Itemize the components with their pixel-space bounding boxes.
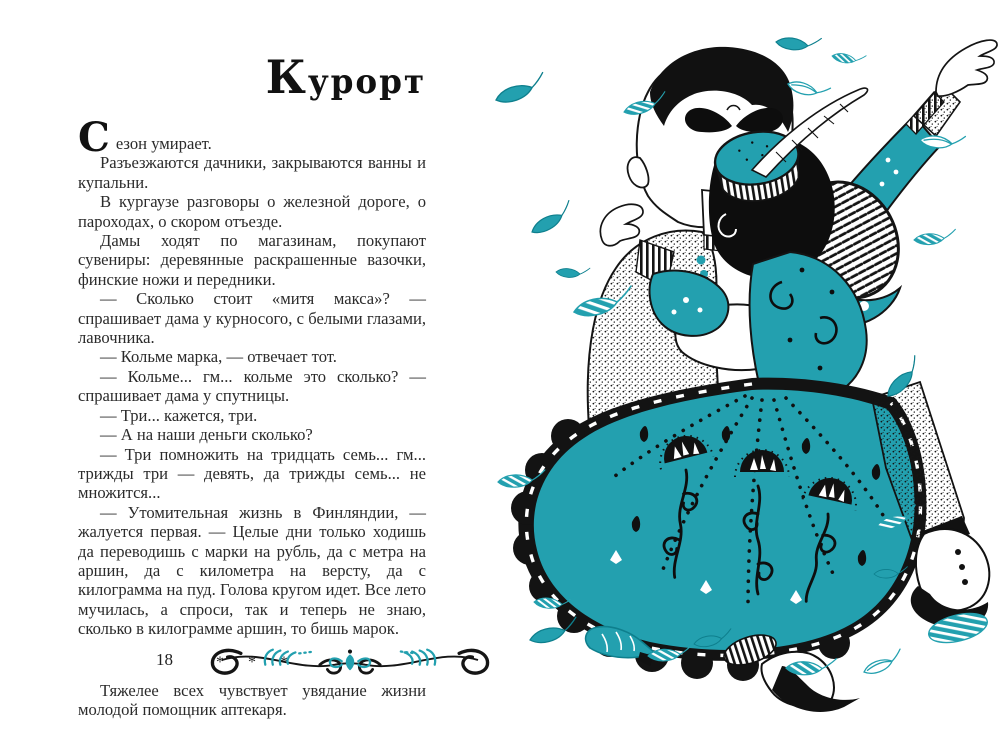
right-page [490,0,1001,751]
footer-ornament-icon [194,644,506,676]
paragraph-text: — Кольме... гм... кольме это сколько? — спрашивает дама у спутницы. [78,366,426,406]
paragraph-text: езон умирает. [115,134,212,153]
section-separator: * * * [216,653,298,671]
paragraph [78,289,426,347]
drop-cap: С [78,114,110,161]
illustration-dancing-couple [490,0,1001,751]
paragraph-text: — Сколько стоит «митя макса»? — спрашивает дама у курносого, с белыми глазами, лавочника. [78,289,426,348]
paragraph [78,681,426,720]
paragraph-text: — Утомительная жизнь в Финляндии, — жалуется первая. — Целые дни только ходишь да переводишь с марки на рубль, да с метра на аршин, да с километра на версту, да с килограмма на пуд. Голова кругом идет. Все лето мучилась, а спроси, так и теперь не знаю, сколько в килограмме аршин, то бишь марок. [78,502,426,639]
paragraph-text: В кургаузе разговоры о железной дороге, о пароходах, о скором отъезде. [78,192,426,231]
paragraph [78,406,426,425]
skirt [511,378,926,681]
paragraph-text: Тяжелее всех чувствует увядание жизни молодой помощник аптекаря. [78,680,426,720]
paragraph-text: — Три помножить на тридцать семь... гм... трижды три — девять, да трижды семь... не множится... [78,444,426,503]
paragraph-list [78,114,426,639]
paragraph-text: Разъезжаются дачники, закрываются ванны и купальни. [78,153,426,192]
paragraph-text: — Три... кажется, три. [100,405,258,425]
chapter-title: Курорт [265,50,426,104]
closing-paragraph-list [78,681,426,720]
paragraph-text: — Кольме марка, — отвечает тот. [100,347,337,367]
paragraph [78,231,426,289]
paragraph-text: Дамы ходят по магазинам, покупают сувениры: деревянные раскрашенные вазочки, финские ножи и передники. [78,231,426,289]
paragraph [78,114,426,161]
paragraph [78,425,426,444]
paragraph-text: — А на наши деньги сколько? [100,425,313,445]
page-number: 18 [156,649,173,669]
body-text [78,114,426,720]
paragraph [78,367,426,406]
page-footer [156,644,506,676]
paragraph [78,445,426,503]
paragraph [78,153,426,192]
left-page [78,50,426,720]
paragraph [78,192,426,231]
paragraph [78,503,426,639]
paragraph [78,347,426,366]
